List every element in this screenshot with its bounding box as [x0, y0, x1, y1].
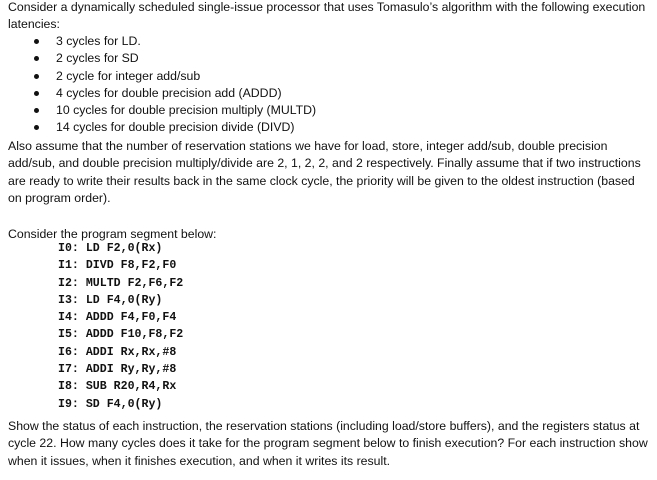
code-line: I8: SUB R20,R4,Rx [58, 380, 177, 394]
latency-list [0, 33, 316, 137]
intro-paragraph: Consider a dynamically scheduled single-issue processor that uses Tomasulo’s algorithm with the following execution latencies: [8, 0, 646, 32]
code-line: I6: ADDI Rx,Rx,#8 [58, 345, 177, 359]
bullet-icon [34, 56, 39, 61]
list-item [0, 119, 316, 136]
list-item [0, 50, 316, 67]
latency-text: 10 cycles for double precision multiply (MULTD) [56, 103, 317, 118]
bullet-icon [34, 74, 39, 79]
code-line: I0: LD F2,0(Rx) [58, 242, 163, 255]
code-line: I4: ADDD F4,F0,F4 [58, 311, 177, 325]
latency-text: 4 cycles for double precision add (ADDD) [56, 85, 282, 100]
list-item [0, 68, 316, 85]
list-item [0, 102, 316, 119]
bullet-icon [34, 91, 39, 96]
list-item [0, 33, 316, 50]
bullet-icon [34, 125, 39, 130]
code-line: I2: MULTD F2,F6,F2 [58, 276, 184, 290]
latency-text: 2 cycle for integer add/sub [56, 68, 201, 83]
code-line: I5: ADDD F10,F8,F2 [58, 328, 184, 342]
latency-text: 14 cycles for double precision divide (DIVD) [56, 120, 295, 135]
program-intro: Consider the program segment below: [8, 227, 217, 241]
assumption-paragraph: Also assume that the number of reservation stations we have for load, store, integer add/sub, double precision add/sub, and double precision multiply/divide are 2, 1, 2, 2, and 2 respectively. Finally assume that if two instructions are ready to write their results back in the same clock cycle, the priority will be given to the oldest instruction (based on program order). [8, 139, 641, 205]
program-listing [58, 240, 183, 413]
latency-text: 3 cycles for LD. [56, 34, 141, 48]
code-line: I9: SD F4,0(Ry) [58, 397, 163, 411]
bullet-icon [34, 108, 39, 113]
question-paragraph: Show the status of each instruction, the reservation stations (including load/store buffers), and the registers status at cycle 22. How many cycles does it take for the program segment below to finish execution? For each instruction show when it issues, when it finishes execution, and when it writes its result. [8, 419, 648, 468]
code-line: I3: LD F4,0(Ry) [58, 293, 163, 307]
bullet-icon [34, 39, 39, 44]
latency-text: 2 cycles for SD [56, 51, 139, 66]
code-line: I1: DIVD F8,F2,F0 [58, 259, 177, 273]
code-line: I7: ADDI Ry,Ry,#8 [58, 363, 177, 377]
list-item [0, 85, 316, 102]
